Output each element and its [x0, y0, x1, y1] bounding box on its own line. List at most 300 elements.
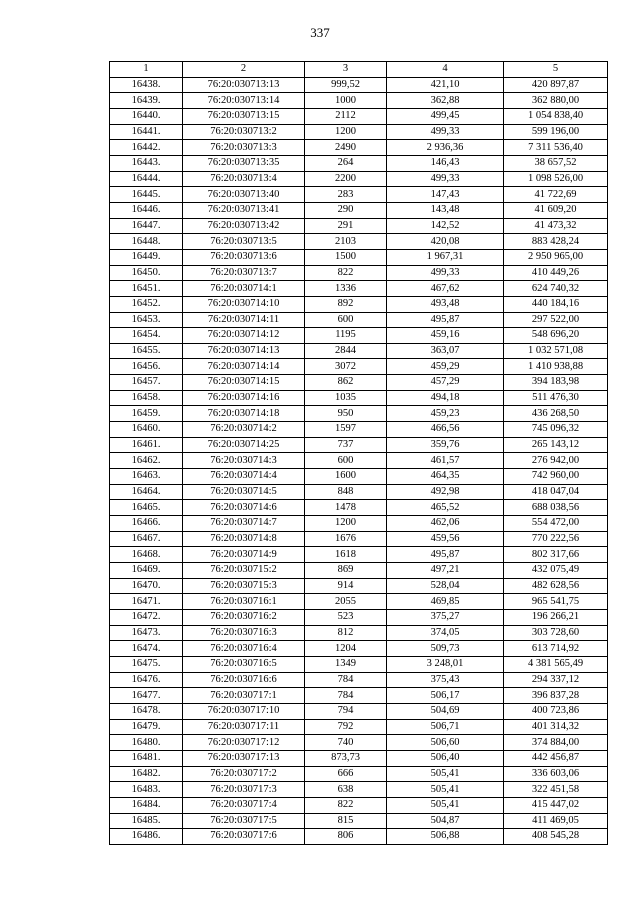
table-cell: 16467. [110, 531, 183, 547]
table-row [110, 375, 608, 391]
table-row [110, 281, 608, 297]
table-cell: 509,73 [387, 641, 504, 657]
table-row [110, 406, 608, 422]
table-cell: 16470. [110, 578, 183, 594]
table-cell: 375,43 [387, 672, 504, 688]
table-cell: 504,87 [387, 813, 504, 829]
table-cell: 363,07 [387, 343, 504, 359]
table-cell: 499,33 [387, 265, 504, 281]
table-cell: 76:20:030717:1 [183, 688, 305, 704]
table-cell: 76:20:030717:10 [183, 703, 305, 719]
table-cell: 16465. [110, 500, 183, 516]
table-cell: 76:20:030714:4 [183, 469, 305, 485]
table-cell: 421,10 [387, 77, 504, 93]
table-cell: 554 472,00 [504, 516, 608, 532]
table-cell: 7 311 536,40 [504, 140, 608, 156]
table-cell: 4 381 565,49 [504, 656, 608, 672]
table-cell: 506,17 [387, 688, 504, 704]
table-cell: 283 [305, 187, 387, 203]
table-row [110, 328, 608, 344]
table-cell: 76:20:030713:4 [183, 171, 305, 187]
table-cell: 76:20:030714:13 [183, 343, 305, 359]
table-cell: 16474. [110, 641, 183, 657]
table-cell: 16439. [110, 93, 183, 109]
table-cell: 499,33 [387, 124, 504, 140]
table-cell: 862 [305, 375, 387, 391]
column-header: 3 [305, 62, 387, 78]
table-cell: 76:20:030714:3 [183, 453, 305, 469]
table-cell: 16453. [110, 312, 183, 328]
table-cell: 76:20:030714:11 [183, 312, 305, 328]
table-cell: 482 628,56 [504, 578, 608, 594]
table-cell: 16441. [110, 124, 183, 140]
table-cell: 76:20:030717:6 [183, 829, 305, 845]
table-row [110, 469, 608, 485]
table-row [110, 296, 608, 312]
table-cell: 294 337,12 [504, 672, 608, 688]
table-cell: 1 032 571,08 [504, 343, 608, 359]
table-cell: 462,06 [387, 516, 504, 532]
table-cell: 812 [305, 625, 387, 641]
table-cell: 16440. [110, 108, 183, 124]
table-cell: 2200 [305, 171, 387, 187]
page-number: 337 [310, 25, 330, 40]
table-cell: 16447. [110, 218, 183, 234]
table-cell: 1200 [305, 124, 387, 140]
table-cell: 822 [305, 265, 387, 281]
table-cell: 362 880,00 [504, 93, 608, 109]
table-cell: 16456. [110, 359, 183, 375]
table-row [110, 797, 608, 813]
column-header: 2 [183, 62, 305, 78]
table-row [110, 234, 608, 250]
table-cell: 467,62 [387, 281, 504, 297]
table-cell: 459,16 [387, 328, 504, 344]
table-cell: 76:20:030713:41 [183, 202, 305, 218]
table-cell: 41 609,20 [504, 202, 608, 218]
table-row [110, 641, 608, 657]
table-cell: 495,87 [387, 547, 504, 563]
table-cell: 76:20:030713:35 [183, 155, 305, 171]
table-row [110, 625, 608, 641]
table-cell: 16457. [110, 375, 183, 391]
table-cell: 76:20:030716:6 [183, 672, 305, 688]
table-cell: 740 [305, 735, 387, 751]
table-row [110, 672, 608, 688]
table-cell: 76:20:030717:13 [183, 750, 305, 766]
table-cell: 38 657,52 [504, 155, 608, 171]
table-cell: 396 837,28 [504, 688, 608, 704]
table-cell: 76:20:030713:14 [183, 93, 305, 109]
table-cell: 362,88 [387, 93, 504, 109]
table-cell: 1597 [305, 422, 387, 438]
table-cell: 16462. [110, 453, 183, 469]
table-cell: 1 410 938,88 [504, 359, 608, 375]
table-cell: 16438. [110, 77, 183, 93]
table-cell: 408 545,28 [504, 829, 608, 845]
table-cell: 16455. [110, 343, 183, 359]
table-cell: 792 [305, 719, 387, 735]
table-row [110, 108, 608, 124]
table-cell: 442 456,87 [504, 750, 608, 766]
table-cell: 375,27 [387, 609, 504, 625]
table-cell: 802 317,66 [504, 547, 608, 563]
table-row [110, 703, 608, 719]
table-cell: 742 960,00 [504, 469, 608, 485]
table-cell: 16472. [110, 609, 183, 625]
table-cell: 16450. [110, 265, 183, 281]
table-cell: 16463. [110, 469, 183, 485]
table-cell: 16471. [110, 594, 183, 610]
table-cell: 1200 [305, 516, 387, 532]
table-cell: 410 449,26 [504, 265, 608, 281]
table-cell: 1 098 526,00 [504, 171, 608, 187]
table-cell: 914 [305, 578, 387, 594]
table-cell: 1478 [305, 500, 387, 516]
table-cell: 457,29 [387, 375, 504, 391]
table-cell: 76:20:030716:2 [183, 609, 305, 625]
table-cell: 16459. [110, 406, 183, 422]
table-cell: 1204 [305, 641, 387, 657]
column-header: 4 [387, 62, 504, 78]
table-cell: 869 [305, 563, 387, 579]
table-cell: 76:20:030717:11 [183, 719, 305, 735]
table-cell: 2490 [305, 140, 387, 156]
table-cell: 666 [305, 766, 387, 782]
table-row [110, 766, 608, 782]
table-cell: 16448. [110, 234, 183, 250]
table-row [110, 437, 608, 453]
table-cell: 506,40 [387, 750, 504, 766]
table-cell: 892 [305, 296, 387, 312]
table-cell: 420 897,87 [504, 77, 608, 93]
table-cell: 16476. [110, 672, 183, 688]
table-cell: 436 268,50 [504, 406, 608, 422]
table-cell: 16466. [110, 516, 183, 532]
table-row [110, 500, 608, 516]
table-row [110, 782, 608, 798]
table-cell: 16469. [110, 563, 183, 579]
table-cell: 16486. [110, 829, 183, 845]
table-cell: 76:20:030713:5 [183, 234, 305, 250]
column-header: 1 [110, 62, 183, 78]
table-row [110, 312, 608, 328]
table-cell: 76:20:030717:2 [183, 766, 305, 782]
table-cell: 16473. [110, 625, 183, 641]
table-cell: 359,76 [387, 437, 504, 453]
table-cell: 883 428,24 [504, 234, 608, 250]
table-cell: 465,52 [387, 500, 504, 516]
table-cell: 2 936,36 [387, 140, 504, 156]
table-cell: 548 696,20 [504, 328, 608, 344]
table-cell: 411 469,05 [504, 813, 608, 829]
table-cell: 16483. [110, 782, 183, 798]
table-cell: 1600 [305, 469, 387, 485]
table-row [110, 202, 608, 218]
table-cell: 76:20:030713:6 [183, 249, 305, 265]
table-cell: 999,52 [305, 77, 387, 93]
table-cell: 76:20:030713:7 [183, 265, 305, 281]
table-row [110, 688, 608, 704]
table-cell: 76:20:030713:40 [183, 187, 305, 203]
table-cell: 16443. [110, 155, 183, 171]
cadastral-value-table [109, 61, 608, 845]
table-row [110, 547, 608, 563]
table-cell: 76:20:030714:16 [183, 390, 305, 406]
table-cell: 1349 [305, 656, 387, 672]
table-cell: 76:20:030714:7 [183, 516, 305, 532]
table-cell: 265 143,12 [504, 437, 608, 453]
table-cell: 461,57 [387, 453, 504, 469]
table-row [110, 265, 608, 281]
table-cell: 303 728,60 [504, 625, 608, 641]
table-cell: 494,18 [387, 390, 504, 406]
table-cell: 1 054 838,40 [504, 108, 608, 124]
table-cell: 276 942,00 [504, 453, 608, 469]
table-cell: 965 541,75 [504, 594, 608, 610]
table-cell: 784 [305, 672, 387, 688]
table-cell: 16446. [110, 202, 183, 218]
table-cell: 2 950 965,00 [504, 249, 608, 265]
table-row [110, 359, 608, 375]
table-cell: 76:20:030713:2 [183, 124, 305, 140]
table-cell: 76:20:030713:13 [183, 77, 305, 93]
table-cell: 76:20:030714:1 [183, 281, 305, 297]
table-cell: 873,73 [305, 750, 387, 766]
table-cell: 16481. [110, 750, 183, 766]
table-cell: 499,45 [387, 108, 504, 124]
table-cell: 16452. [110, 296, 183, 312]
table-cell: 322 451,58 [504, 782, 608, 798]
table-cell: 497,21 [387, 563, 504, 579]
table-cell: 264 [305, 155, 387, 171]
table-cell: 523 [305, 609, 387, 625]
table-cell: 76:20:030717:12 [183, 735, 305, 751]
table-cell: 16460. [110, 422, 183, 438]
table-row [110, 531, 608, 547]
table-cell: 76:20:030716:3 [183, 625, 305, 641]
table-cell: 499,33 [387, 171, 504, 187]
table-cell: 2103 [305, 234, 387, 250]
table-cell: 505,41 [387, 797, 504, 813]
table-cell: 290 [305, 202, 387, 218]
table-cell: 1500 [305, 249, 387, 265]
table-row [110, 719, 608, 735]
table-cell: 1195 [305, 328, 387, 344]
table-row [110, 218, 608, 234]
table-cell: 76:20:030714:14 [183, 359, 305, 375]
table-cell: 147,43 [387, 187, 504, 203]
table-row [110, 578, 608, 594]
table-cell: 76:20:030714:25 [183, 437, 305, 453]
table-row [110, 453, 608, 469]
table-cell: 506,88 [387, 829, 504, 845]
table-row [110, 171, 608, 187]
table-cell: 505,41 [387, 782, 504, 798]
table-cell: 600 [305, 453, 387, 469]
table-cell: 76:20:030714:8 [183, 531, 305, 547]
table-cell: 16445. [110, 187, 183, 203]
table-row [110, 249, 608, 265]
table-cell: 506,71 [387, 719, 504, 735]
table-cell: 76:20:030714:5 [183, 484, 305, 500]
table-cell: 297 522,00 [504, 312, 608, 328]
table-cell: 76:20:030713:15 [183, 108, 305, 124]
table-cell: 374,05 [387, 625, 504, 641]
table-cell: 806 [305, 829, 387, 845]
table-cell: 415 447,02 [504, 797, 608, 813]
table-cell: 745 096,32 [504, 422, 608, 438]
table-cell: 950 [305, 406, 387, 422]
table-cell: 76:20:030716:1 [183, 594, 305, 610]
table-row [110, 77, 608, 93]
table-cell: 459,23 [387, 406, 504, 422]
table-cell: 374 884,00 [504, 735, 608, 751]
table-row [110, 829, 608, 845]
table-cell: 16442. [110, 140, 183, 156]
table-row [110, 93, 608, 109]
table-cell: 401 314,32 [504, 719, 608, 735]
table-row [110, 155, 608, 171]
table-cell: 76:20:030715:2 [183, 563, 305, 579]
table-cell: 504,69 [387, 703, 504, 719]
column-header: 5 [504, 62, 608, 78]
table-cell: 76:20:030716:5 [183, 656, 305, 672]
table-cell: 16480. [110, 735, 183, 751]
table-cell: 3072 [305, 359, 387, 375]
table-cell: 76:20:030714:12 [183, 328, 305, 344]
table-cell: 1035 [305, 390, 387, 406]
table-cell: 815 [305, 813, 387, 829]
table-cell: 613 714,92 [504, 641, 608, 657]
table-row [110, 563, 608, 579]
table-cell: 41 473,32 [504, 218, 608, 234]
table-cell: 76:20:030714:18 [183, 406, 305, 422]
table-cell: 291 [305, 218, 387, 234]
table-cell: 196 266,21 [504, 609, 608, 625]
table-cell: 638 [305, 782, 387, 798]
table-cell: 511 476,30 [504, 390, 608, 406]
table-row [110, 343, 608, 359]
table-cell: 2055 [305, 594, 387, 610]
table-cell: 76:20:030717:5 [183, 813, 305, 829]
table-cell: 1676 [305, 531, 387, 547]
table-cell: 336 603,06 [504, 766, 608, 782]
table-cell: 16485. [110, 813, 183, 829]
table-cell: 848 [305, 484, 387, 500]
table-cell: 16468. [110, 547, 183, 563]
table-row [110, 124, 608, 140]
table-cell: 143,48 [387, 202, 504, 218]
table-cell: 16477. [110, 688, 183, 704]
table-cell: 76:20:030714:6 [183, 500, 305, 516]
table-cell: 459,56 [387, 531, 504, 547]
table-cell: 76:20:030717:3 [183, 782, 305, 798]
table-cell: 2844 [305, 343, 387, 359]
table-cell: 76:20:030713:42 [183, 218, 305, 234]
table-row [110, 187, 608, 203]
table-cell: 16458. [110, 390, 183, 406]
table-cell: 688 038,56 [504, 500, 608, 516]
table-cell: 528,04 [387, 578, 504, 594]
table-cell: 16464. [110, 484, 183, 500]
table-cell: 737 [305, 437, 387, 453]
table-cell: 16475. [110, 656, 183, 672]
table-cell: 16454. [110, 328, 183, 344]
table-cell: 16451. [110, 281, 183, 297]
table-cell: 492,98 [387, 484, 504, 500]
table-cell: 822 [305, 797, 387, 813]
table-cell: 16444. [110, 171, 183, 187]
table-cell: 1000 [305, 93, 387, 109]
table-row [110, 422, 608, 438]
table-cell: 624 740,32 [504, 281, 608, 297]
table-row [110, 813, 608, 829]
table-cell: 76:20:030715:3 [183, 578, 305, 594]
table-row [110, 735, 608, 751]
table-cell: 41 722,69 [504, 187, 608, 203]
table-cell: 466,56 [387, 422, 504, 438]
table-row [110, 656, 608, 672]
table-cell: 505,41 [387, 766, 504, 782]
table-cell: 418 047,04 [504, 484, 608, 500]
table-row [110, 516, 608, 532]
table-cell: 16478. [110, 703, 183, 719]
table-cell: 76:20:030717:4 [183, 797, 305, 813]
table-cell: 794 [305, 703, 387, 719]
table-cell: 76:20:030713:3 [183, 140, 305, 156]
table-cell: 469,85 [387, 594, 504, 610]
table-cell: 142,52 [387, 218, 504, 234]
table-cell: 495,87 [387, 312, 504, 328]
table-body [110, 77, 608, 844]
table-cell: 432 075,49 [504, 563, 608, 579]
table-cell: 1 967,31 [387, 249, 504, 265]
table-cell: 394 183,98 [504, 375, 608, 391]
table-cell: 1618 [305, 547, 387, 563]
table-cell: 16461. [110, 437, 183, 453]
table-cell: 2112 [305, 108, 387, 124]
table-header-row [110, 62, 608, 78]
table-cell: 76:20:030714:9 [183, 547, 305, 563]
table-cell: 459,29 [387, 359, 504, 375]
table-cell: 76:20:030714:2 [183, 422, 305, 438]
table-row [110, 140, 608, 156]
table-cell: 420,08 [387, 234, 504, 250]
table-cell: 493,48 [387, 296, 504, 312]
table-cell: 464,35 [387, 469, 504, 485]
table-cell: 400 723,86 [504, 703, 608, 719]
table-cell: 440 184,16 [504, 296, 608, 312]
table-cell: 3 248,01 [387, 656, 504, 672]
table-row [110, 750, 608, 766]
table-row [110, 594, 608, 610]
table-row [110, 484, 608, 500]
table-row [110, 609, 608, 625]
table-cell: 1336 [305, 281, 387, 297]
table-cell: 16479. [110, 719, 183, 735]
table-cell: 76:20:030716:4 [183, 641, 305, 657]
table-cell: 16482. [110, 766, 183, 782]
table-cell: 16449. [110, 249, 183, 265]
table-cell: 784 [305, 688, 387, 704]
table-cell: 76:20:030714:10 [183, 296, 305, 312]
table-cell: 76:20:030714:15 [183, 375, 305, 391]
table-cell: 506,60 [387, 735, 504, 751]
table-cell: 600 [305, 312, 387, 328]
table-cell: 146,43 [387, 155, 504, 171]
table-cell: 599 196,00 [504, 124, 608, 140]
